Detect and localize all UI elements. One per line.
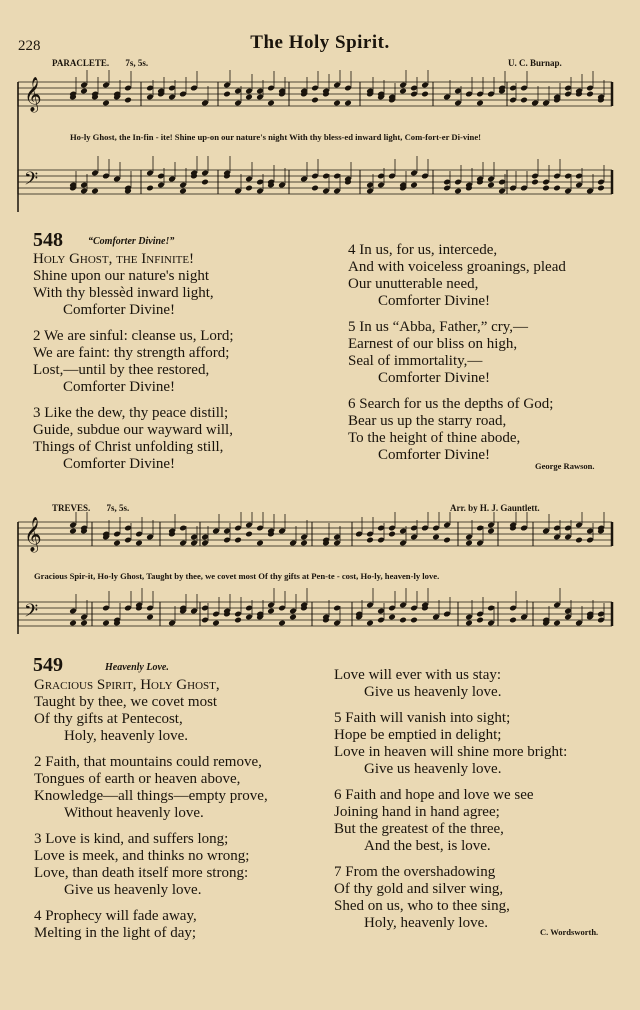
tune-composer: Arr. by H. J. Gauntlett. <box>450 503 540 513</box>
page-number: 228 <box>18 38 41 54</box>
stanza-refrain: Holy, heavenly love. <box>64 728 188 744</box>
stanza-line: Of thy gifts at Pentecost, <box>34 711 183 727</box>
author-credit: George Rawson. <box>535 461 595 471</box>
stanza-line: 6 Search for us the depths of God; <box>348 396 554 412</box>
stanza-line: 3 Like the dew, thy peace distill; <box>33 405 229 421</box>
stanza-line: 5 In us “Abba, Father,” cry,— <box>348 319 529 335</box>
tune-name: TREVES. <box>52 503 91 513</box>
hymn-title: “Comforter Divine!” <box>88 236 175 247</box>
stanza-line: Hope be emptied in delight; <box>334 727 502 743</box>
running-header: The Holy Spirit. <box>250 32 390 53</box>
stanza-refrain: And the best, is love. <box>364 838 491 854</box>
stanza-line: Our unutterable need, <box>348 276 479 292</box>
score-underlay-text: Ho-ly Ghost, the In-fin - ite! Shine up-on our nature's night With thy bless-ed inward light, Com-fort-er Di-vine! <box>70 132 482 142</box>
stanza-line: 4 Prophecy will fade away, <box>34 908 197 924</box>
svg-text:𝄞: 𝄞 <box>24 517 42 552</box>
stanza <box>33 328 323 396</box>
tune-meter: 7s, 5s. <box>125 58 149 68</box>
stanza <box>34 677 324 745</box>
stanza <box>33 251 323 319</box>
stanza <box>334 710 634 778</box>
stanza-refrain: Comforter Divine! <box>63 302 176 318</box>
stanza-continued <box>334 667 634 701</box>
stanza-refrain: Give us heavenly love. <box>364 761 502 777</box>
stanza <box>334 864 634 932</box>
hymn-549-left-column <box>34 677 324 951</box>
stanza-line: And with voiceless groanings, plead <box>348 259 566 275</box>
stanza-line: Knowledge—all things—empty prove, <box>34 788 268 804</box>
stanza-line: Love, than death itself more strong: <box>34 865 249 881</box>
hymn-548-right-column <box>348 242 628 473</box>
stanza-line-text: Holy Ghost, the Infinite! <box>33 251 195 267</box>
stanza <box>348 242 628 310</box>
stanza <box>334 787 634 855</box>
stanza-refrain: Comforter Divine! <box>378 293 491 309</box>
stanza-line: Of thy gold and silver wing, <box>334 881 504 897</box>
stanza-line: We are faint: thy strength afford; <box>33 345 230 361</box>
stanza-refrain: Comforter Divine! <box>63 379 176 395</box>
stanza-line: Earnest of our bliss on high, <box>348 336 518 352</box>
stanza-refrain: Holy, heavenly love. <box>364 915 488 931</box>
stanza-line: Shine upon our nature's night <box>33 268 210 284</box>
hymn-title: Heavenly Love. <box>105 662 169 673</box>
music-score-paraclete <box>0 70 640 230</box>
stanza-line: 2 We are sinful: cleanse us, Lord; <box>33 328 234 344</box>
stanza-line: But the greatest of the three, <box>334 821 504 837</box>
hymn-number: 548 <box>33 229 63 251</box>
score-underlay-text: Gracious Spir-it, Ho-ly Ghost, Taught by thee, we covet most Of thy gifts at Pen-te - cost, Ho-ly, heaven-ly love. <box>34 571 440 581</box>
stanza-line: Guide, subdue our wayward will, <box>33 422 233 438</box>
svg-text:𝄢: 𝄢 <box>24 601 39 626</box>
svg-text:𝄢: 𝄢 <box>24 169 39 194</box>
stanza-line-text: Gracious Spirit, Holy Ghost, <box>34 677 220 693</box>
tune-name: PARACLETE. <box>52 58 110 68</box>
stanza-line: 5 Faith will vanish into sight; <box>334 710 511 726</box>
stanza-line: Taught by thee, we covet most <box>34 694 218 710</box>
stanza-line <box>33 251 323 268</box>
stanza-line: 2 Faith, that mountains could remove, <box>34 754 262 770</box>
stanza-line: 3 Love is kind, and suffers long; <box>34 831 229 847</box>
stanza-line: Bear us up the starry road, <box>348 413 507 429</box>
music-score-treves <box>0 512 640 652</box>
stanza-line: 4 In us, for us, intercede, <box>348 242 498 258</box>
stanza-line: With thy blessèd inward light, <box>33 285 214 301</box>
author-credit: C. Wordsworth. <box>540 927 599 937</box>
stanza-refrain: Comforter Divine! <box>378 447 491 463</box>
stanza <box>34 831 324 899</box>
hymn-548-left-column <box>33 251 323 482</box>
stanza-line: Seal of immortality,— <box>348 353 483 369</box>
tune-meter: 7s, 5s. <box>106 503 130 513</box>
stanza-line: Shed on us, who to thee sing, <box>334 898 510 914</box>
tune-composer: U. C. Burnap. <box>508 58 562 68</box>
stanza-refrain: Without heavenly love. <box>64 805 204 821</box>
stanza-line: 7 From the overshadowing <box>334 864 496 880</box>
tune-name-paraclete <box>52 58 148 68</box>
svg-text:𝄞: 𝄞 <box>24 77 42 112</box>
stanza-line: Joining hand in hand agree; <box>334 804 500 820</box>
stanza <box>348 396 628 464</box>
stanza-line: 6 Faith and hope and love we see <box>334 787 534 803</box>
hymn-549-right-column <box>334 667 634 941</box>
stanza <box>34 908 324 942</box>
stanza-line: Love will ever with us stay: <box>334 667 502 683</box>
stanza-line: Love in heaven will shine more bright: <box>334 744 568 760</box>
stanza-line <box>34 677 324 694</box>
stanza-line: Things of Christ unfolding still, <box>33 439 224 455</box>
stanza-line: Lost,—until by thee restored, <box>33 362 210 378</box>
stanza <box>34 754 324 822</box>
hymn-number: 549 <box>33 654 63 676</box>
stanza-line: Love is meek, and thinks no wrong; <box>34 848 250 864</box>
stanza-refrain: Give us heavenly love. <box>364 684 502 700</box>
stanza-refrain: Comforter Divine! <box>378 370 491 386</box>
stanza-line: Melting in the light of day; <box>34 925 197 941</box>
stanza <box>348 319 628 387</box>
stanza-refrain: Give us heavenly love. <box>64 882 202 898</box>
stanza-refrain: Comforter Divine! <box>63 456 176 472</box>
stanza-line: To the height of thine abode, <box>348 430 521 446</box>
stanza-line: Tongues of earth or heaven above, <box>34 771 241 787</box>
stanza <box>33 405 323 473</box>
